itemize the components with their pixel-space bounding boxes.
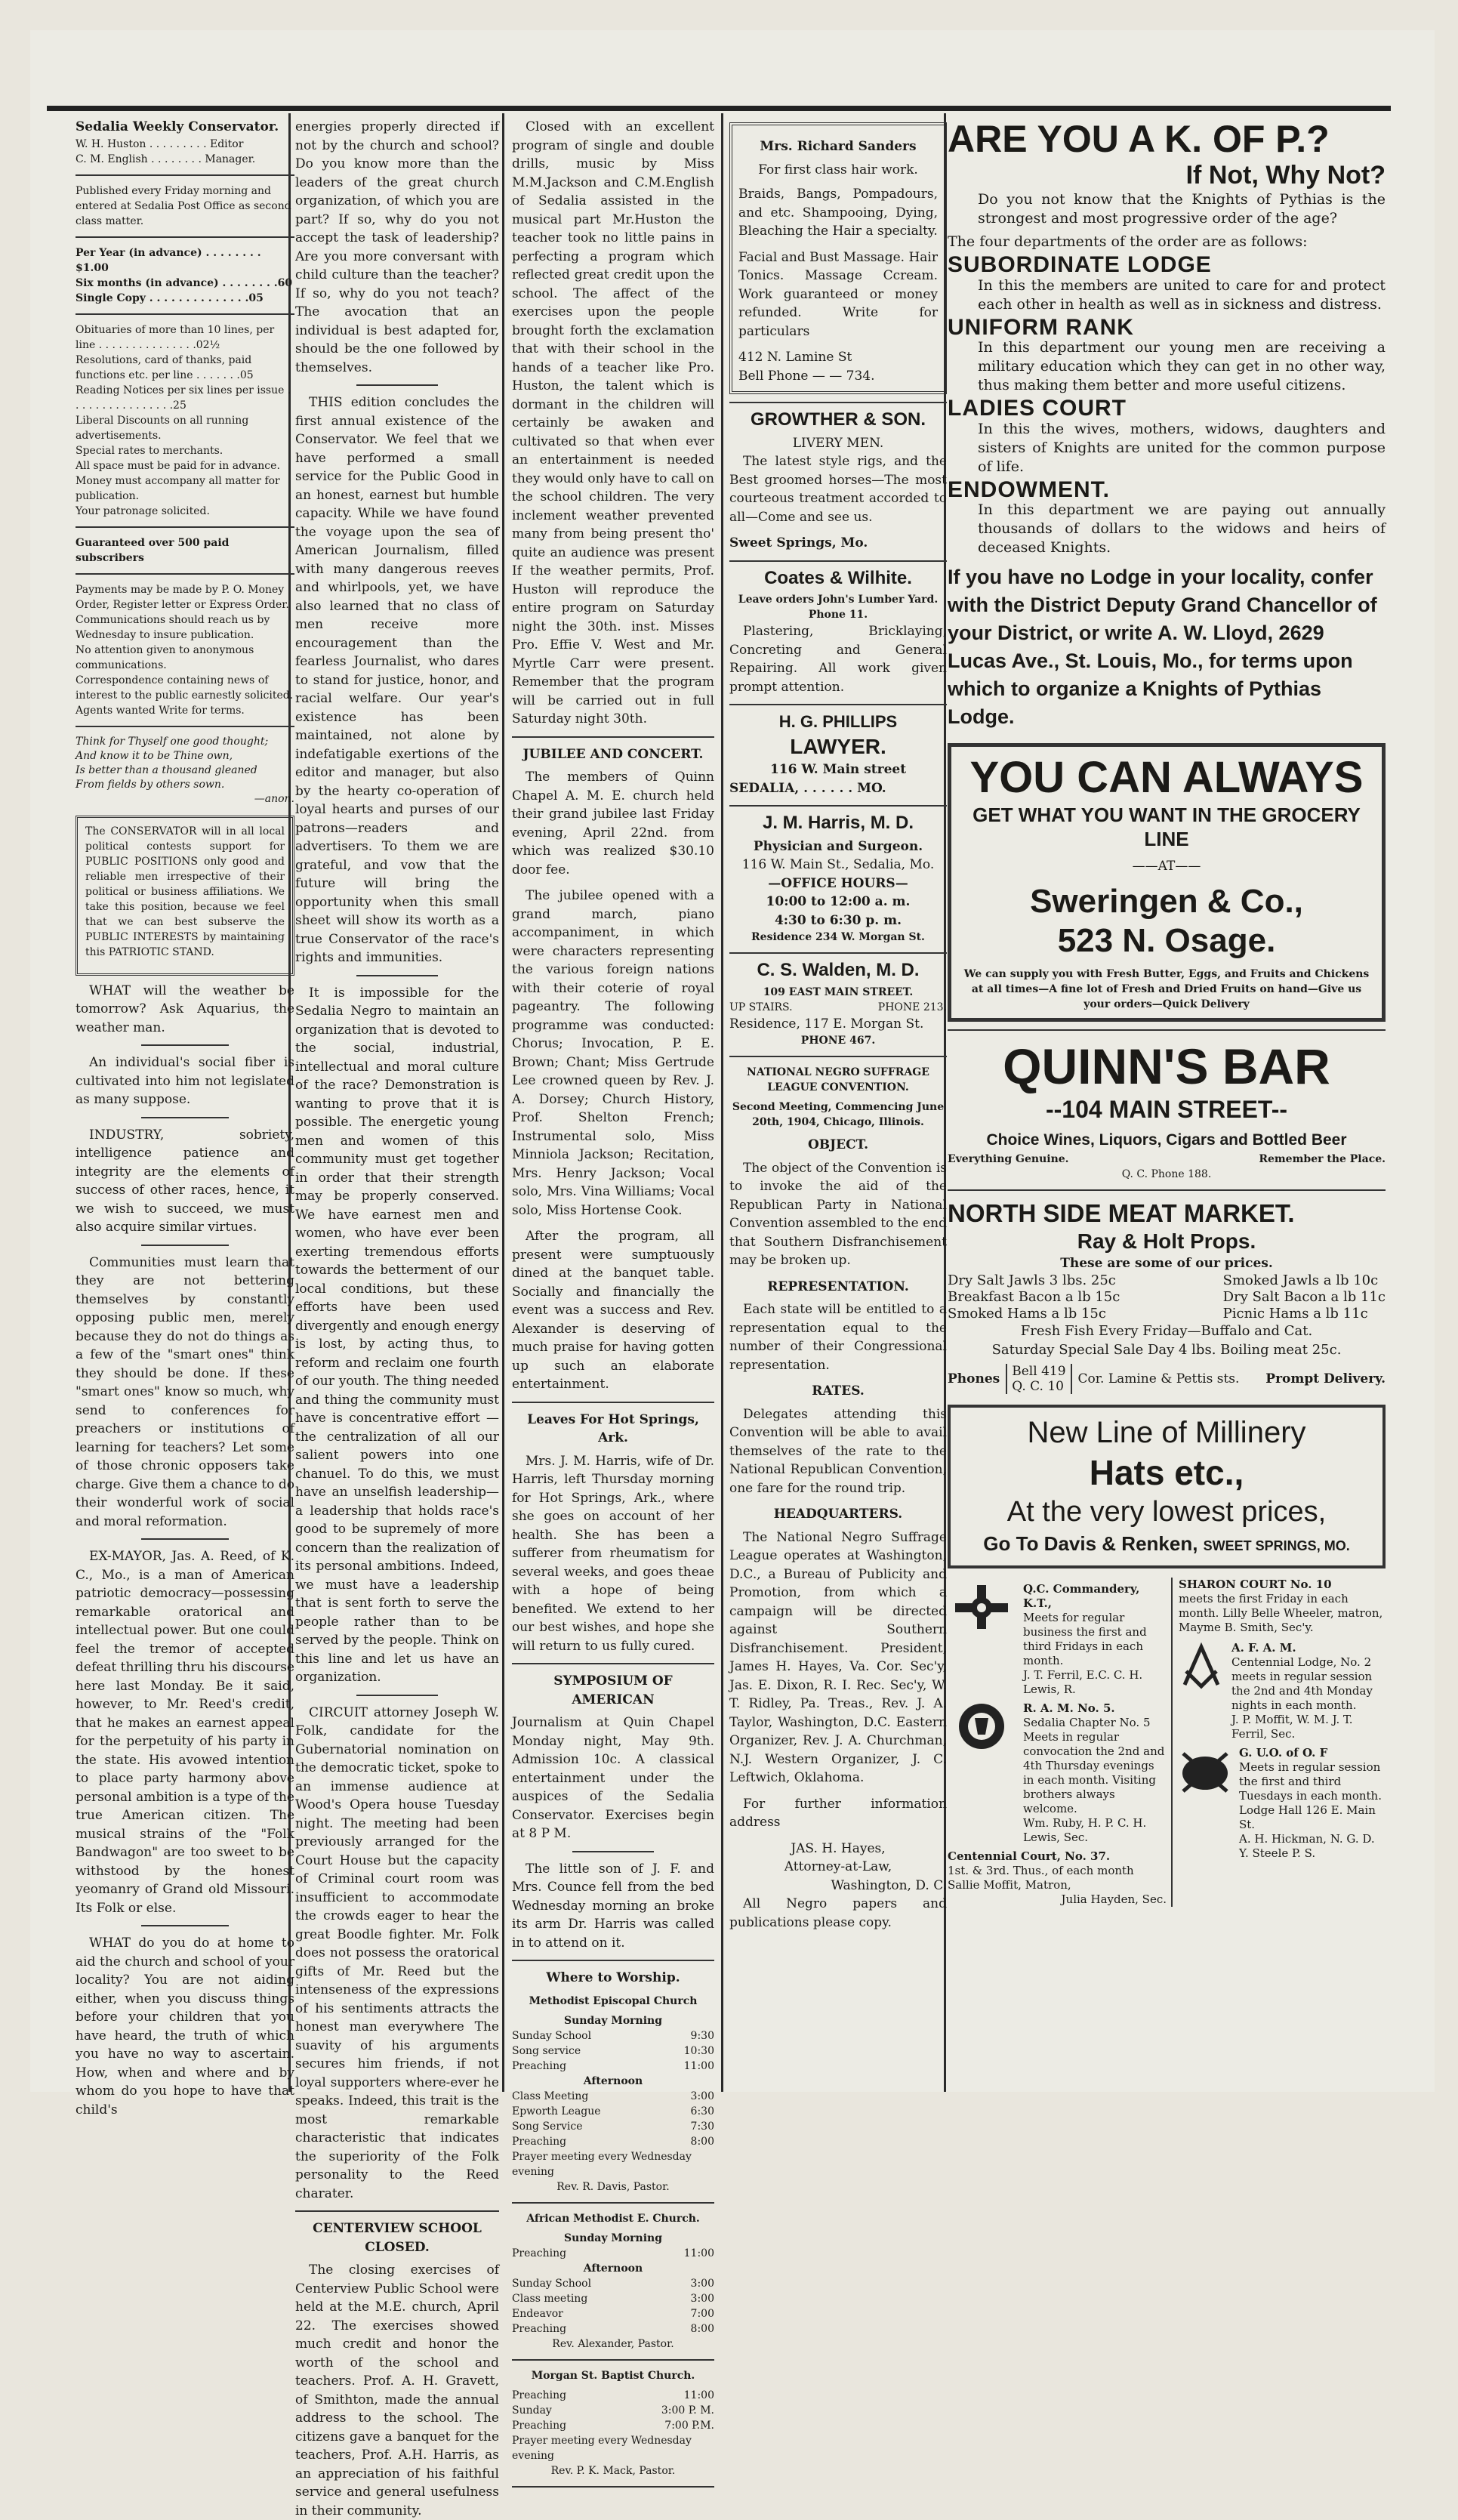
rate-line: Single Copy . . . . . . . . . . . . . .05	[76, 291, 264, 304]
knights-templar-cross-icon	[948, 1582, 1016, 1632]
service-group-label: Sunday Morning	[563, 2014, 662, 2027]
service-name: Song Service	[512, 2120, 583, 2133]
service-time: 11:00	[683, 2247, 714, 2259]
service-name: Preaching	[512, 2247, 567, 2259]
service-time: 10:30	[683, 2044, 714, 2057]
column-5	[948, 118, 1386, 2081]
payment-line: Correspondence containing news of interest to the public earnestly solicited.	[76, 674, 294, 702]
service-name: Class meeting	[512, 2292, 588, 2305]
notice-line: Reading Notices per six lines per issue . . . . . . . . . . . . . . . .25	[76, 384, 291, 412]
service-time: 9:30	[690, 2029, 714, 2042]
poem: Think for Thyself one good thought; And know it to be Thine own, Is better than a thousand gleaned From fields by others sown. —anon.	[76, 735, 294, 805]
harris-ad-title: J. M. Harris, M. D.	[762, 813, 914, 833]
service-group-label: Afternoon	[583, 2262, 643, 2275]
article: WHAT will the weather be tomorrow? Ask Aquarius, the weather man.	[76, 982, 294, 1035]
service-name: Preaching	[512, 2389, 567, 2401]
column-rule	[502, 113, 504, 2092]
service-group-label: Sunday Morning	[563, 2232, 662, 2244]
article: THIS edition concludes the first annual existence of the Conservator. We feel that we have performed a small service for the Public Good in an honest, earnest but humble capacity. While we have found the voyage upon the sea of American Journalism, filled with many dangerous reeves and whirlpools, yet, we have also learned that no class of men receive more encouragement than the fearless Journalist, who dares to stand for justice, honor, and racial welfare. Our year's existence has been maintained, not alone by indefatigable exertions of the editor and manager, but also by the hearty co-operation of loyal hearts and purses of our patrons—readers and advertisers. To them we are grateful, and vow that the future will bring the opportunity when this small sheet will show its worth as a true Conservator of the race's rights and immunities.	[295, 395, 499, 965]
service-time: 11:00	[683, 2389, 714, 2401]
article: energies properly directed if not by the church and school? Do you know more than the leaders of the great church organization, of which you are part? If so, why do you not accept the task of leadership? Are you more conversant with child culture than the teacher? If so, why do you not teach? The avocation that an individual is best adapted for, should be the one followed by themselves.	[295, 119, 499, 375]
millinery-ad: New Line of Millinery Hats etc., At the very lowest prices, Go To Davis & Renken, SWEET SPRINGS, MO.	[948, 1405, 1386, 1568]
article: Closed with an excellent program of single and double drills, music by Miss M.M.Jackson and C.M.English of Sedalia assisted in the musical part Mr.Huston the teacher took no little pains in perfecting a program which reflected great credit upon the school. The affect of the exercises upon the people brought forth the exclamation that with their school in the hands of a teacher like Pro. Huston, the talent which is dormant in the children will certainly be awaken and cultivated so that when ever an entertainment is needed they would only have to call on the school children. The very inclement weather prevented many from being present tho' quite an audience was present If the weather permits, Prof. Huston will reproduce the entire program on Saturday night the 30th. inst. Misses Pro. Effie V. West and Mr. Myrtle Carr were present. Remember that the program will be carried out in full Saturday night 30th.	[512, 119, 714, 726]
service-row	[512, 2028, 714, 2043]
notice-line: Your patronage solicited.	[76, 504, 210, 517]
church-name: Morgan St. Baptist Church.	[531, 2369, 695, 2382]
meat-market-ad: NORTH SIDE MEAT MARKET. Ray & Holt Props. These are some of our prices. Dry Salt Jawls 3 lbs. 25c Breakfast Bacon a lb 15c Smoked Hams a lb 15c Smoked Jawls a lb 10c Dry Salt Bacon a lb 11c Picnic Hams a lb 11c Fresh Fish Every Friday—Buffalo and Cat. Saturday Special Sale Day 4 lbs. Boiling meat 25c. Phones Bell 419 Q. C. 10 Cor. Lamine & Pettis sts. Prompt Delivery.	[948, 1198, 1386, 1394]
centerview-title: CENTERVIEW SCHOOL CLOSED.	[313, 2221, 482, 2255]
service-name: Epworth League	[512, 2105, 601, 2117]
service-name: Preaching	[512, 2135, 567, 2148]
service-name: Sunday School	[512, 2277, 592, 2290]
paper-name: Sedalia Weekly Conservator.	[76, 119, 279, 134]
service-row	[512, 2246, 714, 2261]
policy-box: The CONSERVATOR will in all local political contests support for PUBLIC POSITIONS only good and reliable men irrespective of their political or business affiliations. We take this position, because we feel that we can best subserve the PUBLIC INTERESTS by maintaining this PATRIOTIC STAND.	[76, 816, 294, 976]
service-name: Song service	[512, 2044, 581, 2057]
service-row	[512, 2388, 714, 2403]
notice-line: Special rates to merchants.	[76, 444, 223, 457]
article: The little son of J. F. and Mrs. Counce fell from the bed Wednesday morning an broke its arm Dr. Harris was called in to attend on it.	[512, 1861, 714, 1951]
suffrage-title: NATIONAL NEGRO SUFFRAGE LEAGUE CONVENTION.	[747, 1066, 929, 1093]
sanders-ad: Mrs. Richard Sanders For first class hair work. Braids, Bangs, Pompadours, and etc. Shampooing, Dying, Bleaching the Hair a specialty. Facial and Bust Massage. Hair Tonics. Massage Ccream. Work guaranteed or money refunded. Write for particulars 412 N. Lamine St Bell Phone — — 734.	[729, 122, 947, 394]
service-group-label: Afternoon	[583, 2074, 643, 2087]
article: It is impossible for the Sedalia Negro to maintain an organization that is devoted to the social, industrial, intellectual and moral culture of the race? Demonstration is wanting to prove that it is possible. The energetic young men and women of this community must get together in order that their strength may be properly conserved. We have earnest men and women, who have ever been exerting tremendous efforts towards the betterment of our local conditions, but these efforts have been used divergently and enough energy is lost, by acting thus, to reform and reclaim one fourth of our youth. The thing needed and thing the community must have is concentrative effort —the centralization of all our salient powers into one chanuel. To do this, we must have an unselfish leadership—a leadership that holds race's good to be supremely of more concern than the realization of its personal ambitions. Indeed, we must have a leadership that is sent forth to serve the people rather than to be served by the people. Think on this line and let us have an organization.	[295, 985, 499, 1685]
article: EX-MAYOR, Jas. A. Reed, of K. C., Mo., is a man of American patriotic democracy—possessing remarkable oratorical and intellectual power. But one could feel the tremor of accepted defeat thrilling thru his discourse here last Monday. Be it said, however, to Mr. Reed's credit, that he makes an earnest appeal for the perpetuity of his party in the state. His avowed intention to place party harmony above personal ambition is a type of the true American citizen. The musical strains of the "Folk Bandwagon" are too sweet to be withstood by the honest yeomanry of Grand old Missouri. Its Folk or else.	[76, 1549, 294, 1916]
notice-line: Obituaries of more than 10 lines, per line . . . . . . . . . . . . . . .02½	[76, 323, 275, 351]
centerview-body: The closing exercises of Centerview Public School were held at the M.E. church, April 22. The exercises showed much credit and honor the worth of the school and teachers. Prof. A. H. Gravett, of Smithton, made the annual address to the school. The citizens gave a banquet for the teachers, Prof. A.H. Harris, as an appreciation of his faithful service and general usefulness in their community.	[295, 2262, 499, 2518]
service-row	[512, 2043, 714, 2059]
service-row	[512, 2306, 714, 2321]
service-time: 7:00	[690, 2307, 714, 2320]
service-time: 3:00	[690, 2090, 714, 2102]
grocery-ad: YOU CAN ALWAYS GET WHAT YOU WANT IN THE GROCERY LINE ——AT—— Sweringen & Co., 523 N. Osage. We can supply you with Fresh Butter, Eggs, and Fruits and Chickens at all times—A fine lot of Fresh and Dried Fruits on hand—Give us your orders—Quick Delivery	[948, 743, 1386, 1022]
service-row	[512, 2134, 714, 2149]
article: Communities must learn that they are not bettering themselves by constantly opposing public men, merely because they do not do things as a few of the "smart ones" think they should be done. If these "smart ones" know so much, why send to conferences for preachers or institutions of learning for teachers? Let some of those chronic opposers take charge. Give them a chance to do their wonderful work of social and moral reformation.	[76, 1254, 294, 1529]
service-time: 7:00 P.M.	[664, 2419, 714, 2432]
service-time: 7:30	[690, 2120, 714, 2133]
editor-line: W. H. Huston . . . . . . . . . Editor	[76, 137, 244, 150]
service-row	[512, 2403, 714, 2418]
church-pastor: Rev. R. Davis, Pastor.	[556, 2180, 670, 2193]
article: INDUSTRY, sobriety, intelligence patience and integrity are the elements of success of other races, hence, it we wish to succeed, we must also acquire similar virtues.	[76, 1127, 294, 1235]
service-time: 8:00	[690, 2322, 714, 2335]
notice-line: All space must be paid for in advance. Money must accompany all matter for publication.	[76, 459, 280, 502]
article: CIRCUIT attorney Joseph W. Folk, candidate for the Gubernatorial nomination on the democratic ticket, spoke to an immense audience at Wood's Opera house Tuesday night. The meeting had been previously arranged for the Court House but the capacity of Criminal court room was insufficient to accommodate the crowds eager to hear the great Boodle fighter. Mr. Folk does not possess the oratorical gifts of Mr. Reed but the intenseness of the expressions of his sentiments attracts the honest man everywhere The suavity of his arguments secures him friends, if not loyal supporters where-ever he speaks. Indeed, this trait is the most remarkable characteristic that indicates the superiority of the Folk personality to the Reed charater.	[295, 1704, 499, 2201]
service-name: Sunday	[512, 2404, 552, 2417]
service-time: 6:30	[690, 2105, 714, 2117]
notice-line: Resolutions, card of thanks, paid functions etc. per line . . . . . . .05	[76, 353, 254, 381]
keystone-icon	[948, 1701, 1016, 1751]
service-name: Class Meeting	[512, 2090, 589, 2102]
quinns-bar-ad: QUINN'S BAR --104 MAIN STREET-- Choice Wines, Liquors, Cigars and Bottled Beer Everything Genuine. Remember the Place. Q. C. Phone 188.	[948, 1038, 1386, 1180]
article: WHAT do you do at home to aid the church and school of your locality? You are not aiding either, when you discuss things before your children that you have heard, the truth of which you have no way to ascertain. How, when and where and by whom do you hope to have that child's	[76, 1935, 294, 2117]
coates-ad-title: Coates & Wilhite.	[764, 567, 912, 588]
top-rule	[47, 106, 1391, 111]
service-row	[512, 2089, 714, 2104]
notice-line: Liberal Discounts on all running advertisements.	[76, 414, 249, 442]
service-name: Sunday School	[512, 2029, 592, 2042]
service-row	[512, 2119, 714, 2134]
article: An individual's social fiber is cultivated into him not legislated as many suppose.	[76, 1055, 294, 1107]
square-and-compass-icon	[1179, 1641, 1224, 1691]
column-rule	[721, 113, 723, 2092]
growther-ad-title: GROWTHER & SON.	[751, 409, 926, 430]
service-row	[512, 2104, 714, 2119]
church-name: African Methodist E. Church.	[526, 2212, 700, 2225]
service-time: 3:00	[690, 2292, 714, 2305]
walden-ad-title: C. S. Walden, M. D.	[757, 960, 920, 980]
divider	[512, 2486, 714, 2488]
church-pastor: Rev. Alexander, Pastor.	[552, 2337, 674, 2350]
service-time: 3:00	[690, 2277, 714, 2290]
odd-fellows-emblem-icon	[1179, 1746, 1231, 1796]
service-row	[512, 2276, 714, 2291]
payment-line: Payments may be made by P. O. Money Order, Register letter or Express Order.	[76, 583, 289, 611]
service-time: 3:00 P. M.	[661, 2404, 714, 2417]
payment-line: Agents wanted Write for terms.	[76, 704, 245, 717]
service-time: 8:00	[690, 2135, 714, 2148]
service-name: Preaching	[512, 2322, 567, 2335]
service-row	[512, 2291, 714, 2306]
divider	[512, 2202, 714, 2204]
service-name: Endeavor	[512, 2307, 563, 2320]
divider	[512, 2359, 714, 2361]
jubilee-title: JUBILEE AND CONCERT.	[522, 746, 704, 762]
service-row	[512, 2321, 714, 2336]
rate-line: Per Year (in advance) . . . . . . . . $1.00	[76, 246, 261, 274]
worship-listing	[512, 1994, 714, 2488]
worship-title: Where to Worship.	[546, 1970, 680, 1985]
hot-springs-title: Leaves For Hot Springs, Ark.	[527, 1411, 699, 1445]
church-name: Methodist Episcopal Church	[529, 1994, 698, 2007]
column-4: Mrs. Richard Sanders For first class hair work. Braids, Bangs, Pompadours, and etc. Shampooing, Dying, Bleaching the Hair a specialty. Facial and Bust Massage. Hair Tonics. Massage Ccream. Work guaranteed or money refunded. Write for particulars 412 N. Lamine St Bell Phone — — 734. GROWTHER & SON. LIVERY MEN. The latest style rigs, and the Best groomed horses—The most courteous treatment accorded to all—Come and see us. Sweet Springs, Mo. Coates & Wilhite. Leave orders John's Lumber Yard. Phone 11. Plastering, Bricklaying, Concreting and General Repairing. All work given prompt attention. H. G. PHILLIPS LAWYER. 116 W. Main street SEDALIA, . . . . . . MO. J. M. Harris, M. D. Physician and Surgeon. 116 W. Main St., Sedalia, Mo. —OFFICE HOURS— 10:00 to 12:00 a. m. 4:30 to 6:30 p. m. Residence 234 W. Morgan St. C. S. Walden, M. D. 109 EAST MAIN STREET. UP STAIRS. PHONE 213. Residence, 117 E. Morgan St. PHONE 467. NATIONAL NEGRO SUFFRAGE LEAGUE CONVENTION. Second Meeting, Commencing June 20th, 1904, Chicago, Illinois. OBJECT. The object of the Convention is to invoke the aid of the Republican Party in National Convention assembled to the end that Southern Disfranchisement may be broken up. REPRESENTATION. Each state will be entitled to a representation equal to the number of their Congressional representation. RATES. Delegates attending this Convention will be able to avail themselves of the rate to the National Republican Convention, one fare for the round trip. HEADQUARTERS. The National Negro Suffrage League operates at Washington, D.C., a Bureau of Publicity and Promotion, from which a campaign will be directed against Southern Disfranchisement. President, James H. Hayes, Va. Cor. Sec'y, Jas. E. Dixon, R. I. Rec. Sec'y, W. T. Ridley, Pa. Treas., Rev. J. A. Taylor, Washington, D.C. Eastern Organizer, Rev. J. A. Churchman, N.J. Western Organizer, J. C. Leftwich, Oklahoma. For further information address JAS. H. Hayes, Attorney-at-Law, Washington, D. C. All Negro papers and publications please copy.	[725, 118, 947, 2081]
service-time: 11:00	[683, 2059, 714, 2072]
column-3: Closed with an excellent program of single and double drills, music by Miss M.M.Jackson and C.M.English of Sedalia assisted in the musical part Mr.Huston the teacher took no little pains in perfecting a program which reflected great credit upon the school. The affect of the exercises upon the people brought forth the exclamation that with their school in the hands of a teacher like Pro. Huston, the talent which is dormant in the children will certainly be awaken and cultivated so that when ever an entertainment is needed they would only have to call on the school children. The very inclement weather prevented many from being present tho' quite an audience was present If the weather permits, Prof. Huston will reproduce the entire program on Saturday night the 30th. inst. Misses Pro. Effie V. West and Mr. Myrtle Carr were present. Remember that the program will be carried out in full Saturday night 30th. JUBILEE AND CONCERT. The members of Quinn Chapel A. M. E. church held their grand jubilee last Friday evening, April 22nd. from which was realized $30.10 door fee. The jubilee opened with a grand march, piano accompaniment, in which were characters representing the various foreign nations with their coterie of royal pageantry. The following programme was conducted: Chorus; Invocation, P. E. Brown; Chant; Miss Gertrude Lee crowned queen by Rev. J. A. Dorsey; Church History, Prof. Shelton French; Instrumental solo, Miss Minniola Jackson; Recitation, Mrs. Henry Jackson; Vocal solo, Mrs. Vina Williams; Vocal solo, Miss Hortense Cook. After the program, all present were sumptuously dined at the banquet table. Socially and financially the event was a success and Rev. Alexander is deserving of much praise for having gotten up such an elaborate entertainment. Leaves For Hot Springs, Ark. Mrs. J. M. Harris, wife of Dr. Harris, left Thursday morning for Hot Springs, Ark., where she goes on account of her health. She has been a sufferer from rheumatism for several weeks, and goes theae with a hope of being benefited. We extend to her our best wishes, and hope she will return to us fully cured. SYMPOSIUM OF AMERICAN Journalism at Quin Chapel Monday night, May 9th. Admission 10c. A classical entertainment under the auspices of the Sedalia Conservator. Exercises begin at 8 P M. The little son of J. F. and Mrs. Counce fell from the bed Wednesday morning an broke its arm Dr. Harris was called in to attend on it. Where to Worship. Methodist Episcopal Church Sunday Morning Sunday School 9:30 Song service 10:30 Preaching 11:00 Afternoon Class Meeting 3:00 Epworth League 6:30 Song Service 7:30 Preaching 8:00 Prayer meeting every Wednesday evening Rev. R. Davis, Pastor. African Methodist E. Church. Sunday Morning Preaching 11:00 Afternoon Sunday School 3:00 Class meeting 3:00 Endeavor 7:00 Preaching 8:00 Rev. Alexander, Pastor. Morgan St. Baptist Church. Preaching 11:00 Sunday 3:00 P. M. Preaching 7:00 P.M. Prayer meeting every Wednesday evening Rev. P. K. Mack, Pastor.	[506, 118, 714, 2081]
service-name: Preaching	[512, 2059, 567, 2072]
service-name: Preaching	[512, 2419, 567, 2432]
symposium-title: SYMPOSIUM OF AMERICAN	[553, 1673, 673, 1707]
published-note: Published every Friday morning and entered at Sedalia Post Office as second class matter.	[76, 184, 291, 227]
service-row	[512, 2059, 714, 2074]
manager-line: C. M. English . . . . . . . . Manager.	[76, 153, 256, 165]
guarantee-line: Guaranteed over 500 paid subscribers	[76, 536, 230, 564]
phillips-ad-title: H. G. PHILLIPS	[778, 712, 898, 731]
service-row	[512, 2418, 714, 2433]
lodge-directory: Q.C. Commandery, K.T., Meets for regular business the first and third Fridays in each month. J. T. Ferril, E.C. C. H. Lewis, R. R. A. M. No. 5. Sedalia Chapter No. 5 Meets in regular convocation the 2nd and 4th Thursday evenings in each month. Visiting brothers always welcome. Wm. Ruby, H. P. C. H. Lewis, Sec. Centennial Court, No. 37. 1st. & 3rd. Thus., of each month Sallie Moffit, Matron, Julia Hayden, Sec. SHARON COURT No. 10 meets the first Friday in each month. Lilly Belle Wheeler, matron, Mayme B. Smith, Sec'y. A. F. A. M. Centennial Lodge, No. 2 meets in regular session the 2nd and 4th Monday nights in each month. J. P. Moffit, W. M. J. T. Ferril, Sec. G. U.O. of O. F Meets in regular session the first and third Tuesdays in each month. Lodge Hall 126 E. Main St. A. H. Hickman, N. G. D. Y. Steele P. S.	[948, 1578, 1383, 1906]
column-1	[76, 118, 294, 2117]
column-2	[291, 118, 499, 2518]
rate-line: Six months (in advance) . . . . . . . .60	[76, 276, 293, 289]
payment-line: No attention given to anonymous communications.	[76, 643, 254, 671]
knights-of-pythias-ad: ARE YOU A K. OF P.? If Not, Why Not? Do you not know that the Knights of Pythias is the strongest and most progressive order of the age? The four departments of the order are as follows: SUBORDINATE LODGE In this the members are united to care for and protect each other in health as well as in sickness and distress. UNIFORM RANK In this department our young men are receiving a military education which they can get in no other way, thus making them better and more useful citizens. LADIES COURT In this the wives, mothers, widows, daughters and sisters of Knights are united for the common purpose of life. ENDOWMENT. In this department we are paying out annually thousands of dollars to the widows and heirs of deceased Knights. If you have no Lodge in your locality, confer with the District Deputy Grand Chancellor of your District, or write A. W. Lloyd, 2629 Lucas Ave., St. Louis, Mo., for terms upon which to organize a Knights of Pythias Lodge.	[948, 118, 1386, 728]
church-note: Prayer meeting every Wednesday evening	[512, 2150, 692, 2178]
church-pastor: Rev. P. K. Mack, Pastor.	[550, 2464, 676, 2477]
church-note: Prayer meeting every Wednesday evening	[512, 2434, 692, 2462]
payment-line: Communications should reach us by Wednesday to insure publication.	[76, 613, 270, 641]
